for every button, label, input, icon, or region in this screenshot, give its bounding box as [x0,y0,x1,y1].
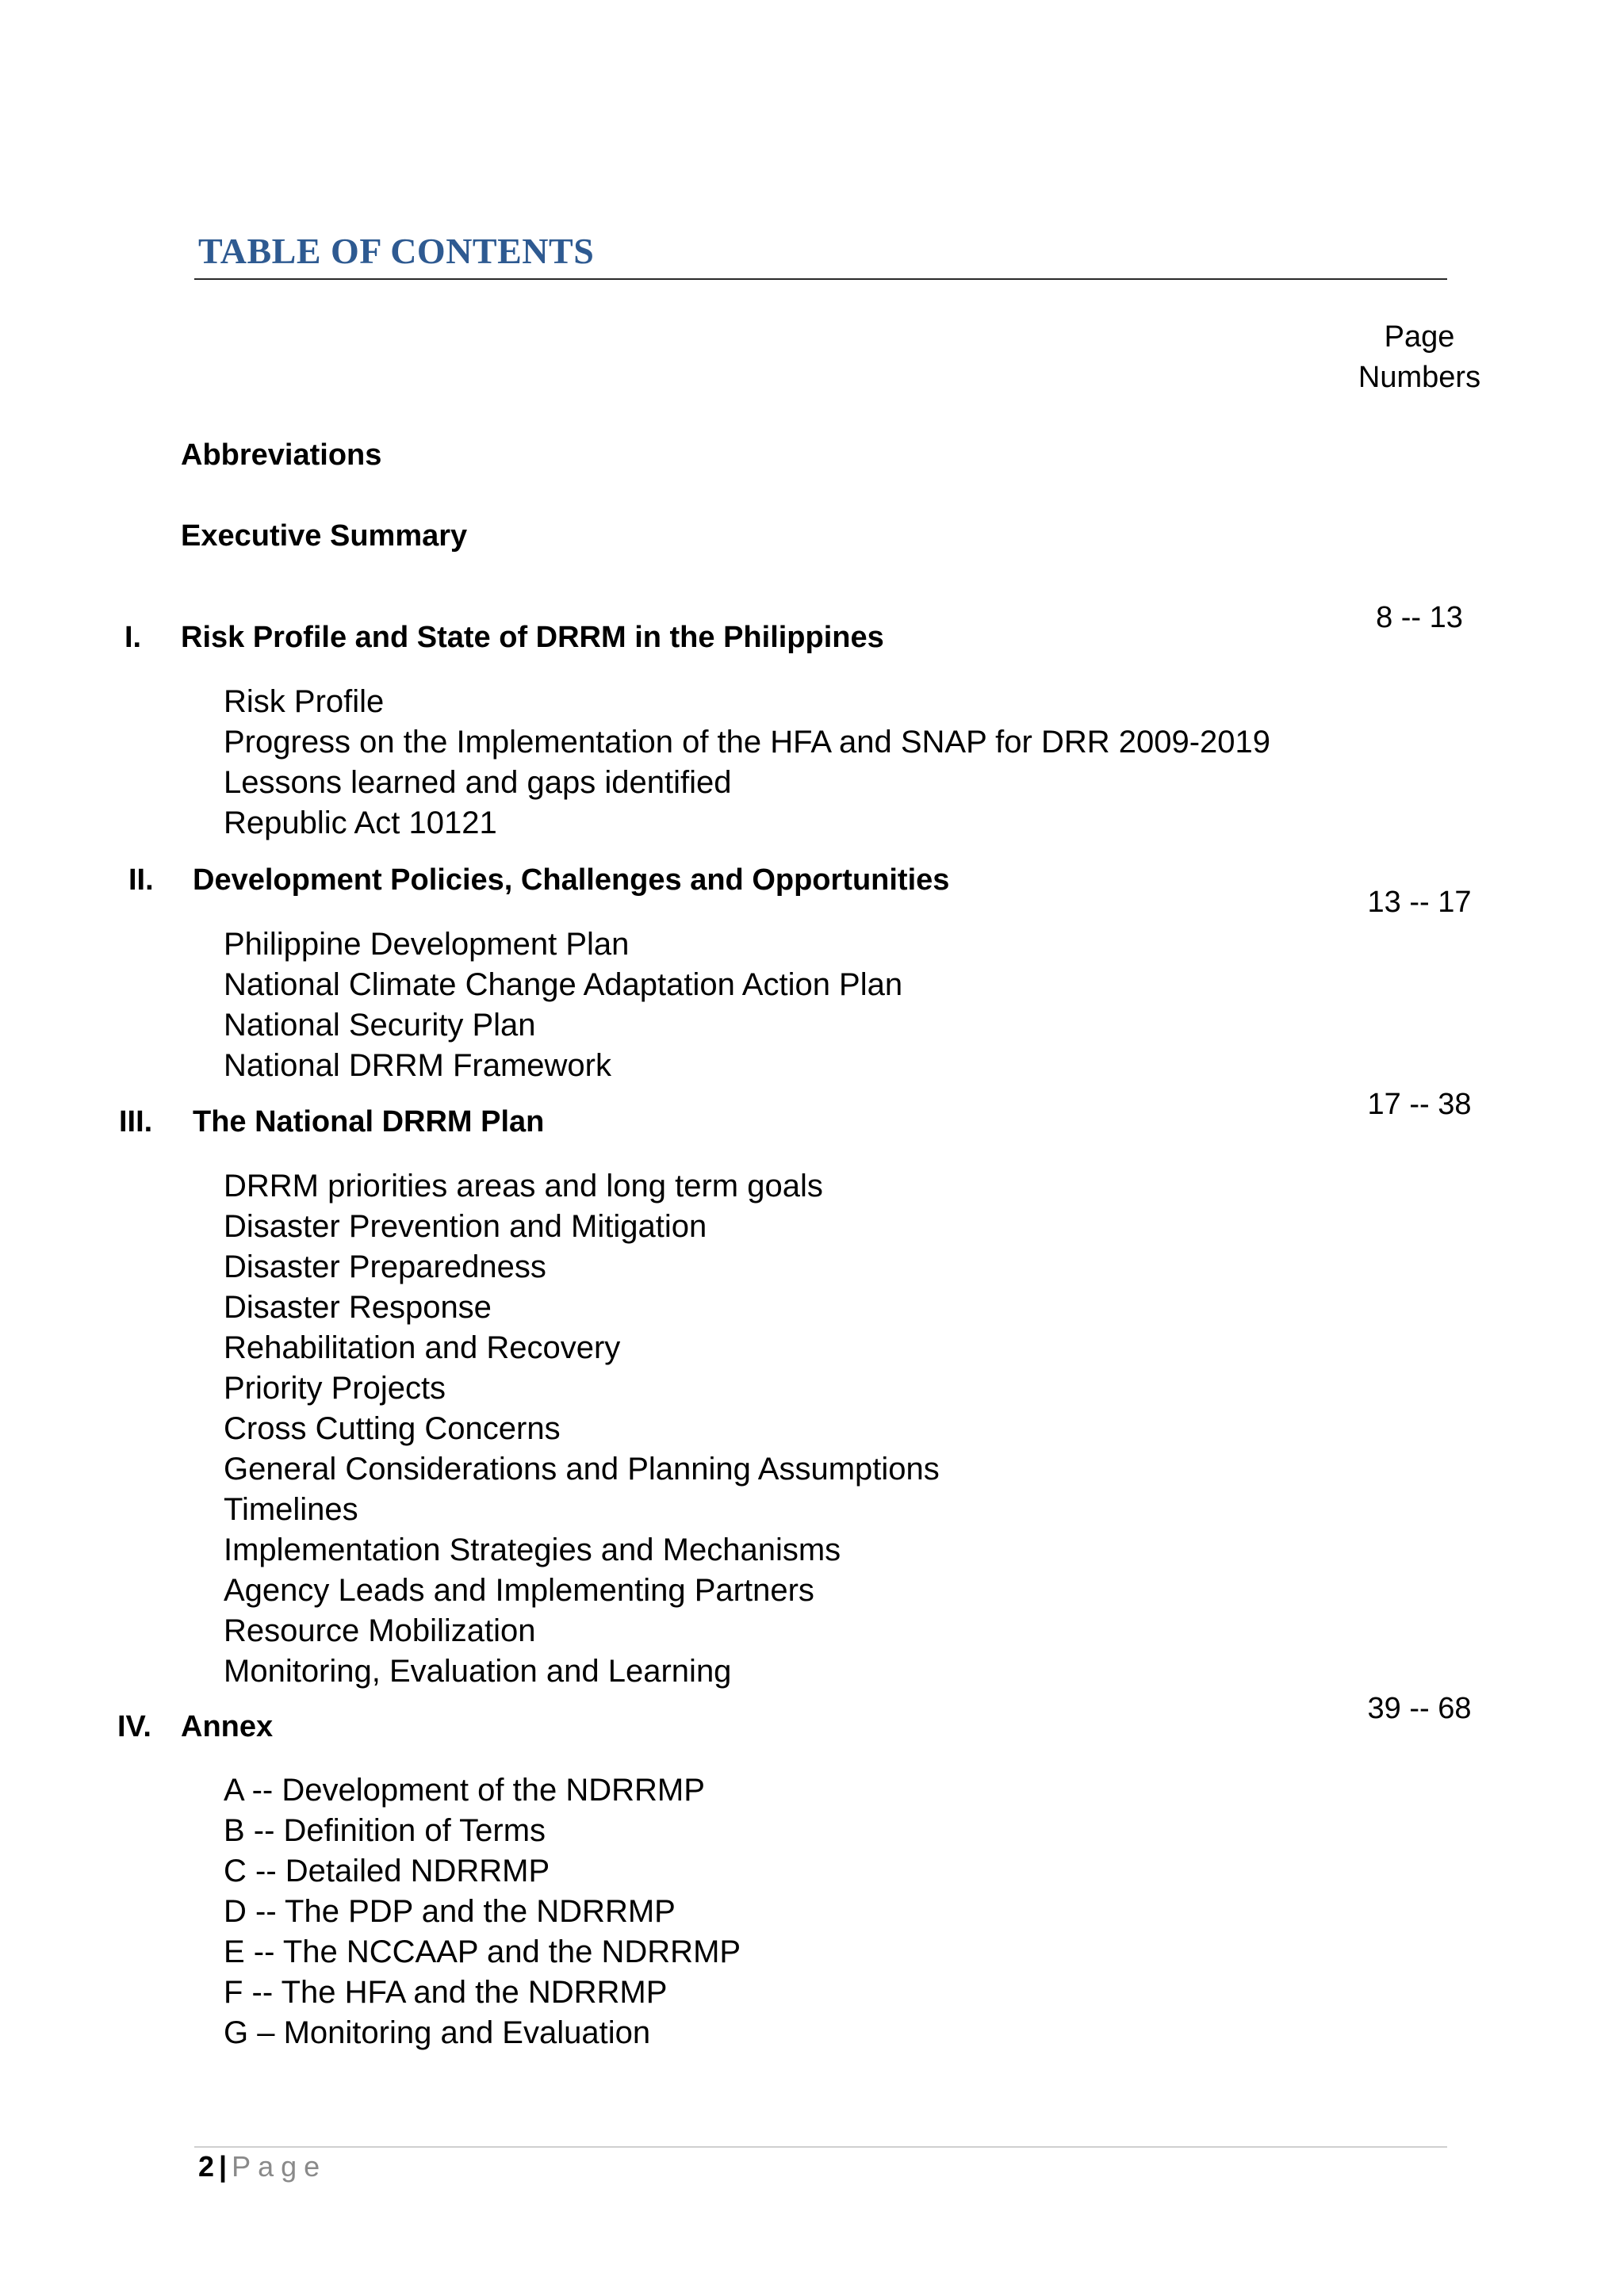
toc-subitem[interactable]: Risk Profile [224,684,385,719]
toc-subitem[interactable]: Progress on the Implementation of the HFA and SNAP for DRR 2009-2019 [224,725,1270,760]
toc-subitem[interactable]: C -- Detailed NDRRMP [224,1854,550,1888]
footer-divider [194,2146,1447,2148]
page-footer [198,2150,327,2183]
page-title: TABLE OF CONTENTS [198,231,595,271]
toc-subitem[interactable]: Agency Leads and Implementing Partners [224,1573,814,1608]
section-heading-national-drrm-plan[interactable]: The National DRRM Plan [193,1105,545,1138]
toc-subitem[interactable]: F -- The HFA and the NDRRMP [224,1975,668,2010]
toc-subitem[interactable]: B -- Definition of Terms [224,1813,546,1848]
section-numeral: I. [124,621,142,654]
toc-subitem[interactable]: G – Monitoring and Evaluation [224,2015,651,2050]
toc-subitem[interactable]: Disaster Prevention and Mitigation [224,1209,707,1244]
page-column-header-line2: Numbers [1358,361,1481,394]
section-items-list [224,682,1270,844]
toc-subitem[interactable]: Cross Cutting Concerns [224,1411,561,1446]
section-heading-development-policies[interactable]: Development Policies, Challenges and Opportunities [193,863,950,897]
toc-subitem[interactable]: Disaster Response [224,1290,492,1325]
toc-subitem[interactable]: Implementation Strategies and Mechanisms [224,1533,841,1567]
toc-subitem[interactable]: General Considerations and Planning Assumptions [224,1452,940,1487]
section-page-range: 8 -- 13 [1376,601,1463,634]
section-heading-risk-profile[interactable]: Risk Profile and State of DRRM in the Philippines [181,621,884,654]
section-items-list [224,1166,940,1692]
footer-page-number: 2 [198,2150,215,2183]
title-divider [194,278,1447,280]
footer-separator: | [219,2150,228,2183]
toc-subitem[interactable]: D -- The PDP and the NDRRMP [224,1894,676,1929]
toc-subitem[interactable]: DRRM priorities areas and long term goals [224,1169,823,1203]
toc-subitem[interactable]: A -- Development of the NDRRMP [224,1773,705,1808]
toc-subitem[interactable]: National DRRM Framework [224,1048,611,1083]
page-column-header-line1: Page [1384,320,1455,354]
toc-subitem[interactable]: Monitoring, Evaluation and Learning [224,1654,732,1689]
toc-subitem[interactable]: National Climate Change Adaptation Action Plan [224,967,903,1002]
section-numeral: III. [119,1105,153,1138]
toc-subitem[interactable]: Resource Mobilization [224,1613,536,1648]
section-numeral: IV. [117,1710,151,1743]
section-items-list [224,1770,741,2053]
section-page-range: 13 -- 17 [1367,886,1472,919]
toc-subitem[interactable]: Republic Act 10121 [224,806,497,840]
section-page-range: 39 -- 68 [1367,1692,1472,1725]
toc-subitem[interactable]: Philippine Development Plan [224,927,630,962]
section-items-list [224,924,902,1086]
toc-subitem[interactable]: Lessons learned and gaps identified [224,765,732,800]
toc-entry-executive-summary[interactable]: Executive Summary [181,519,468,553]
section-heading-annex[interactable]: Annex [181,1710,274,1743]
page-numbers-column-header [1316,317,1522,398]
section-numeral: II. [128,863,154,897]
toc-subitem[interactable]: National Security Plan [224,1008,536,1043]
footer-page-label: Page [232,2150,327,2183]
section-page-range: 17 -- 38 [1367,1088,1472,1121]
toc-subitem[interactable]: Timelines [224,1492,358,1527]
toc-subitem[interactable]: Priority Projects [224,1371,446,1406]
toc-subitem[interactable]: E -- The NCCAAP and the NDRRMP [224,1934,741,1969]
toc-subitem[interactable]: Disaster Preparedness [224,1249,546,1284]
toc-entry-abbreviations[interactable]: Abbreviations [181,438,382,472]
toc-subitem[interactable]: Rehabilitation and Recovery [224,1330,621,1365]
